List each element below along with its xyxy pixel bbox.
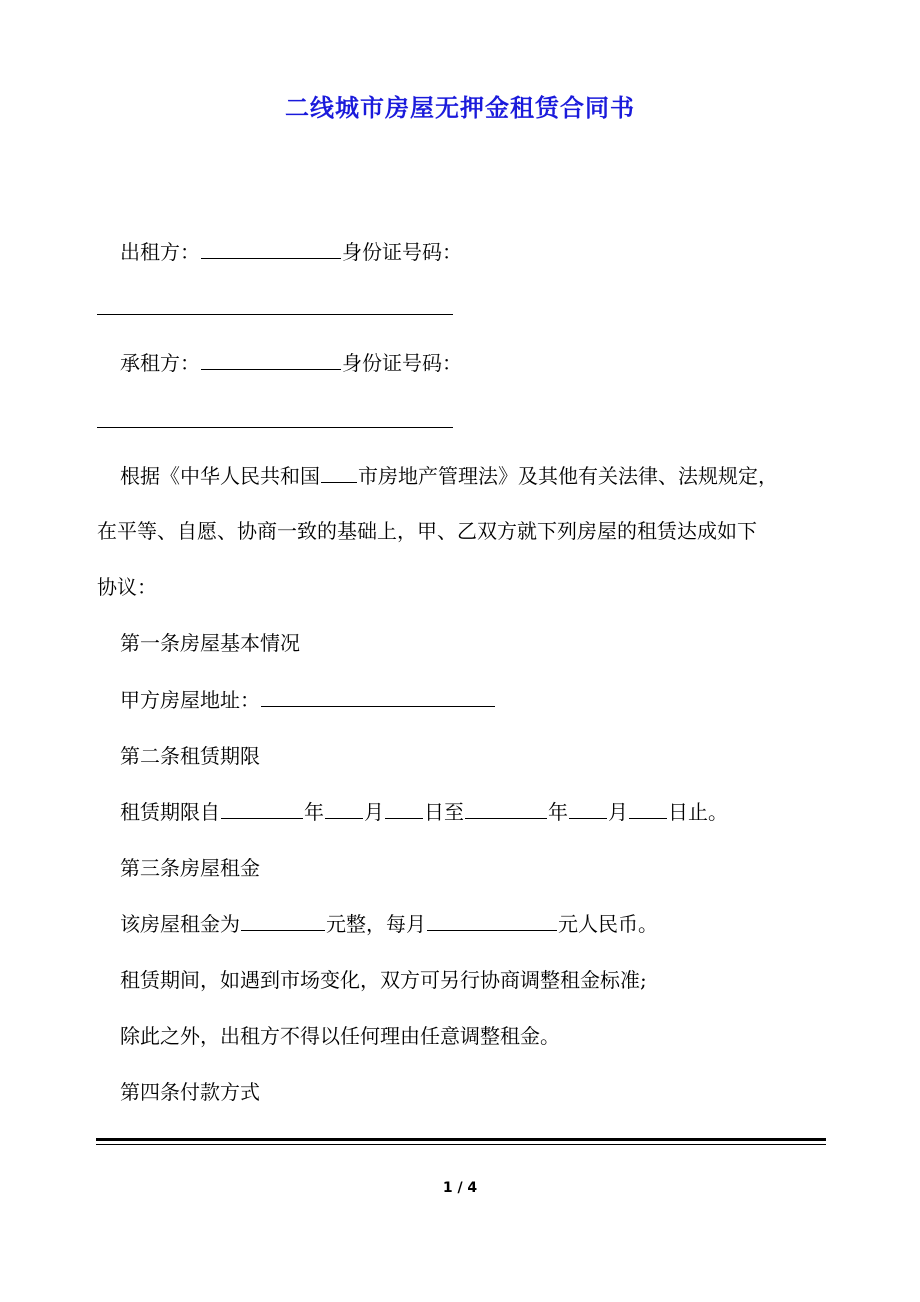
page-number: 1 / 4 (442, 1180, 478, 1196)
preamble-line-1 (120, 460, 778, 492)
end-month-blank (569, 798, 607, 819)
lessee-line (120, 347, 462, 379)
article-4-heading: 第四条付款方式 (120, 1080, 260, 1104)
lessor-label: 出租方： (120, 240, 200, 264)
start-year-label: 年 (304, 800, 324, 824)
lessee-name-blank (201, 349, 341, 370)
lessor-name-blank (201, 238, 341, 259)
article-3-heading: 第三条房屋租金 (120, 856, 260, 880)
article-3-no-adjust: 除此之外，出租方不得以任何理由任意调整租金。 (120, 1024, 560, 1048)
article-3-adjust: 租赁期间，如遇到市场变化，双方可另行协商调整租金标准; (120, 968, 647, 992)
address-blank (261, 686, 495, 707)
end-day-label: 日止。 (668, 800, 728, 824)
preamble-line-2: 在平等、自愿、协商一致的基础上，甲、乙双方就下列房屋的租赁达成如下 (97, 519, 757, 543)
start-year-blank (221, 798, 303, 819)
lessor-id-blank (97, 314, 453, 315)
article-1-address-line (120, 684, 496, 716)
end-day-blank (629, 798, 667, 819)
start-day-to-label: 日至 (424, 800, 464, 824)
preamble-text-b: 市房地产管理法》及其他有关法律、法规规定， (358, 464, 778, 488)
rent-mid: 元整，每月 (326, 912, 426, 936)
rent-prefix: 该房屋租金为 (120, 912, 240, 936)
lessee-id-blank (97, 427, 453, 428)
article-3-rent-line (120, 908, 658, 940)
term-prefix: 租赁期限自 (120, 800, 220, 824)
preamble-text-a: 根据《中华人民共和国 (120, 464, 320, 488)
lessor-id-label: 身份证号码： (342, 240, 462, 264)
article-1-heading: 第一条房屋基本情况 (120, 631, 300, 655)
footer-rule-thin (96, 1144, 826, 1145)
start-month-label: 月 (364, 800, 384, 824)
rent-suffix: 元人民币。 (558, 912, 658, 936)
start-month-blank (325, 798, 363, 819)
lessee-label: 承租方： (120, 351, 200, 375)
footer-rule-thick (96, 1138, 826, 1141)
preamble-line-3: 协议： (97, 575, 157, 599)
rent-total-blank (241, 910, 325, 931)
end-month-label: 月 (608, 800, 628, 824)
rent-monthly-blank (427, 910, 557, 931)
address-label: 甲方房屋地址： (120, 688, 260, 712)
end-year-blank (465, 798, 547, 819)
end-year-label: 年 (548, 800, 568, 824)
lessee-id-label: 身份证号码： (342, 351, 462, 375)
article-2-heading: 第二条租赁期限 (120, 744, 260, 768)
lessor-line (120, 236, 462, 268)
start-day-blank (385, 798, 423, 819)
city-blank (321, 462, 357, 483)
article-2-term-line (120, 796, 728, 828)
document-title: 二线城市房屋无押金租赁合同书 (285, 93, 635, 122)
